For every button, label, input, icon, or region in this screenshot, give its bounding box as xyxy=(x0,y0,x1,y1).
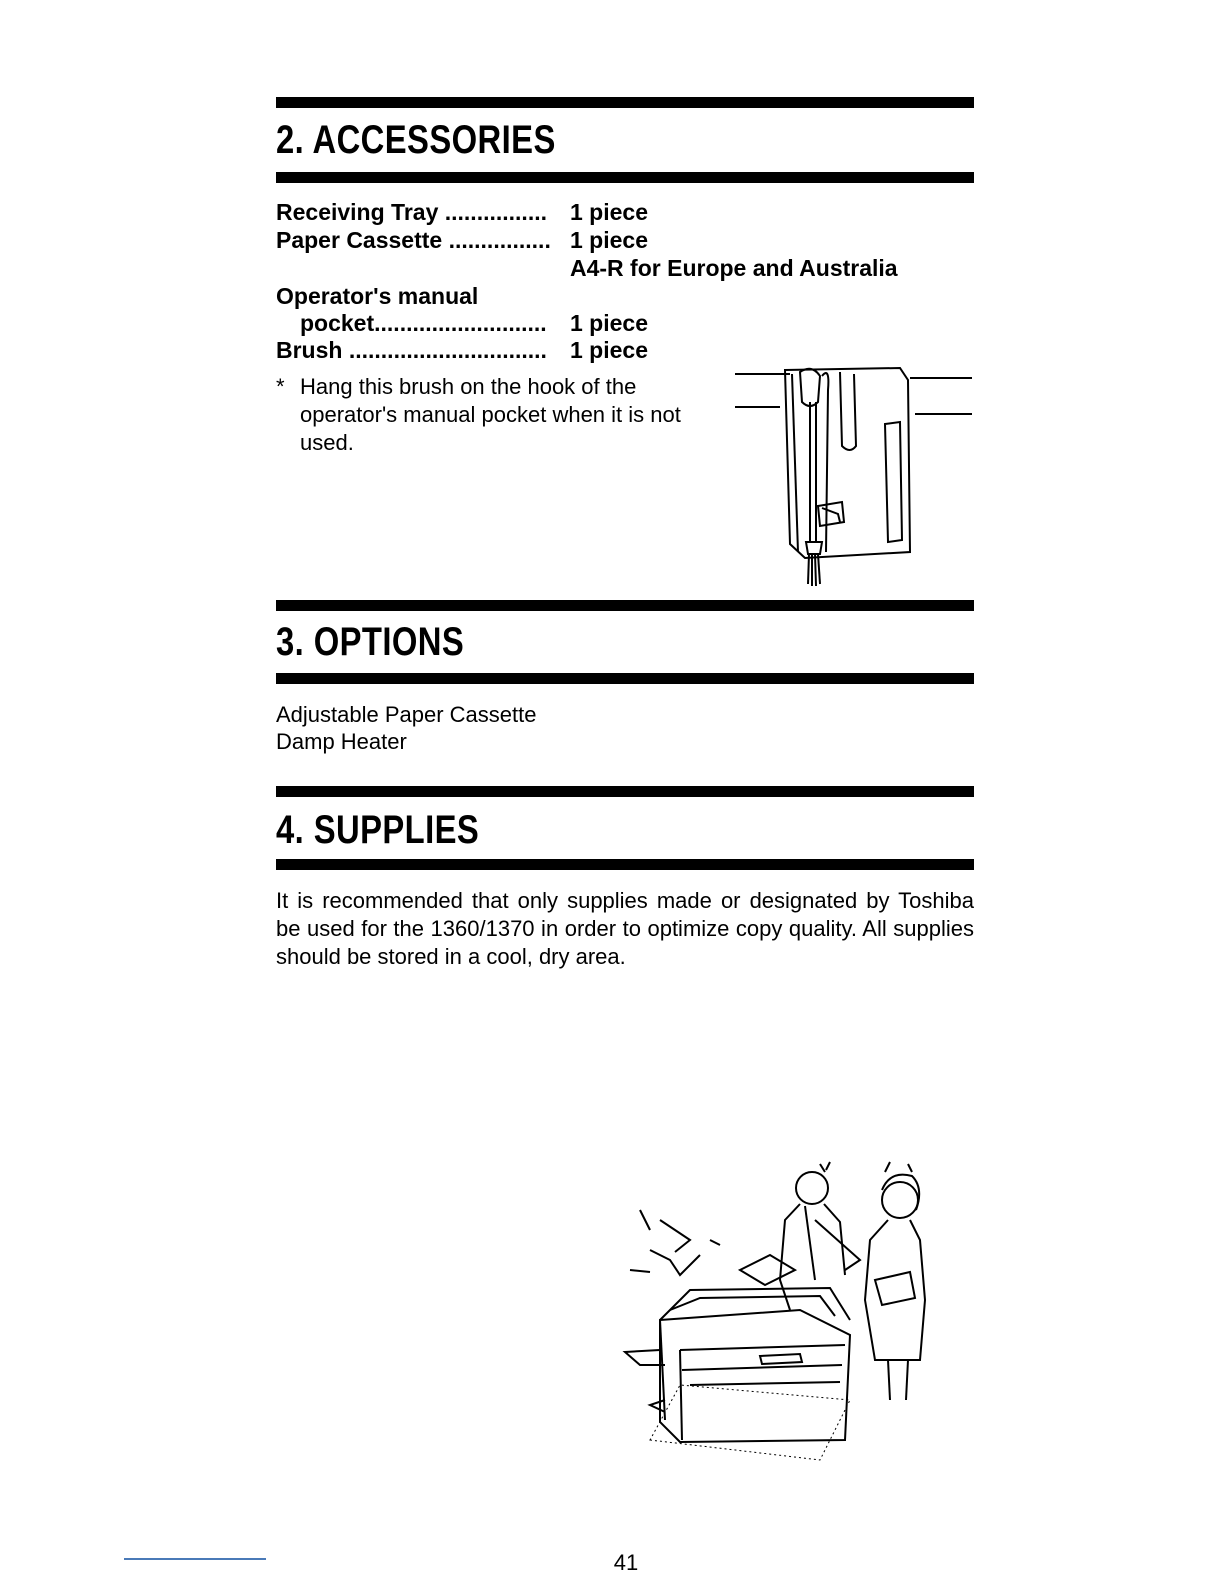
item-leader: ................ xyxy=(444,199,547,225)
section-rule-top xyxy=(276,786,974,797)
item-leader: ................ xyxy=(448,227,551,253)
option-item: Adjustable Paper Cassette xyxy=(276,702,537,727)
item-label: Paper Cassette xyxy=(276,227,443,253)
item-label: Operator's manual xyxy=(276,283,479,309)
item-leader: ........................... xyxy=(374,310,547,336)
brush-note xyxy=(276,373,716,457)
section-title-options: 3. OPTIONS xyxy=(276,620,465,664)
item-label: Receiving Tray xyxy=(276,199,439,225)
section-rule-bottom xyxy=(276,859,974,870)
item-quantity: 1 piece xyxy=(570,227,648,253)
page-number: 41 xyxy=(613,1550,639,1575)
note-text: Hang this brush on the hook of the operator's manual pocket when it is not used. xyxy=(300,374,681,455)
list-item xyxy=(276,310,648,337)
item-region-note: A4-R for Europe and Australia xyxy=(570,255,898,281)
section-rule-top xyxy=(276,600,974,611)
section-rule-top xyxy=(276,97,974,108)
item-label: pocket xyxy=(300,310,375,336)
item-quantity: 1 piece xyxy=(570,337,648,363)
item-leader: ............................... xyxy=(348,337,547,363)
item-label: Brush xyxy=(276,337,343,363)
list-item xyxy=(276,337,648,364)
item-quantity: 1 piece xyxy=(570,310,648,336)
list-item xyxy=(276,227,648,254)
option-item: Damp Heater xyxy=(276,729,407,754)
list-item xyxy=(276,199,648,226)
brush-pocket-illustration xyxy=(730,362,980,592)
copier-people-illustration xyxy=(620,1160,950,1480)
section-rule-bottom xyxy=(276,673,974,684)
list-item xyxy=(276,283,478,310)
asterisk-marker: * xyxy=(276,374,285,399)
section-title-accessories: 2. ACCESSORIES xyxy=(276,118,556,162)
section-title-supplies: 4. SUPPLIES xyxy=(276,808,480,852)
supplies-paragraph: It is recommended that only supplies made or designated by Toshiba be used for the 1360/1370 in order to optimize copy quality. All supplies should be stored in a cool, dry area. xyxy=(276,888,974,969)
item-quantity: 1 piece xyxy=(570,199,648,225)
footer-link-underline xyxy=(124,1558,266,1560)
section-rule-bottom xyxy=(276,172,974,183)
